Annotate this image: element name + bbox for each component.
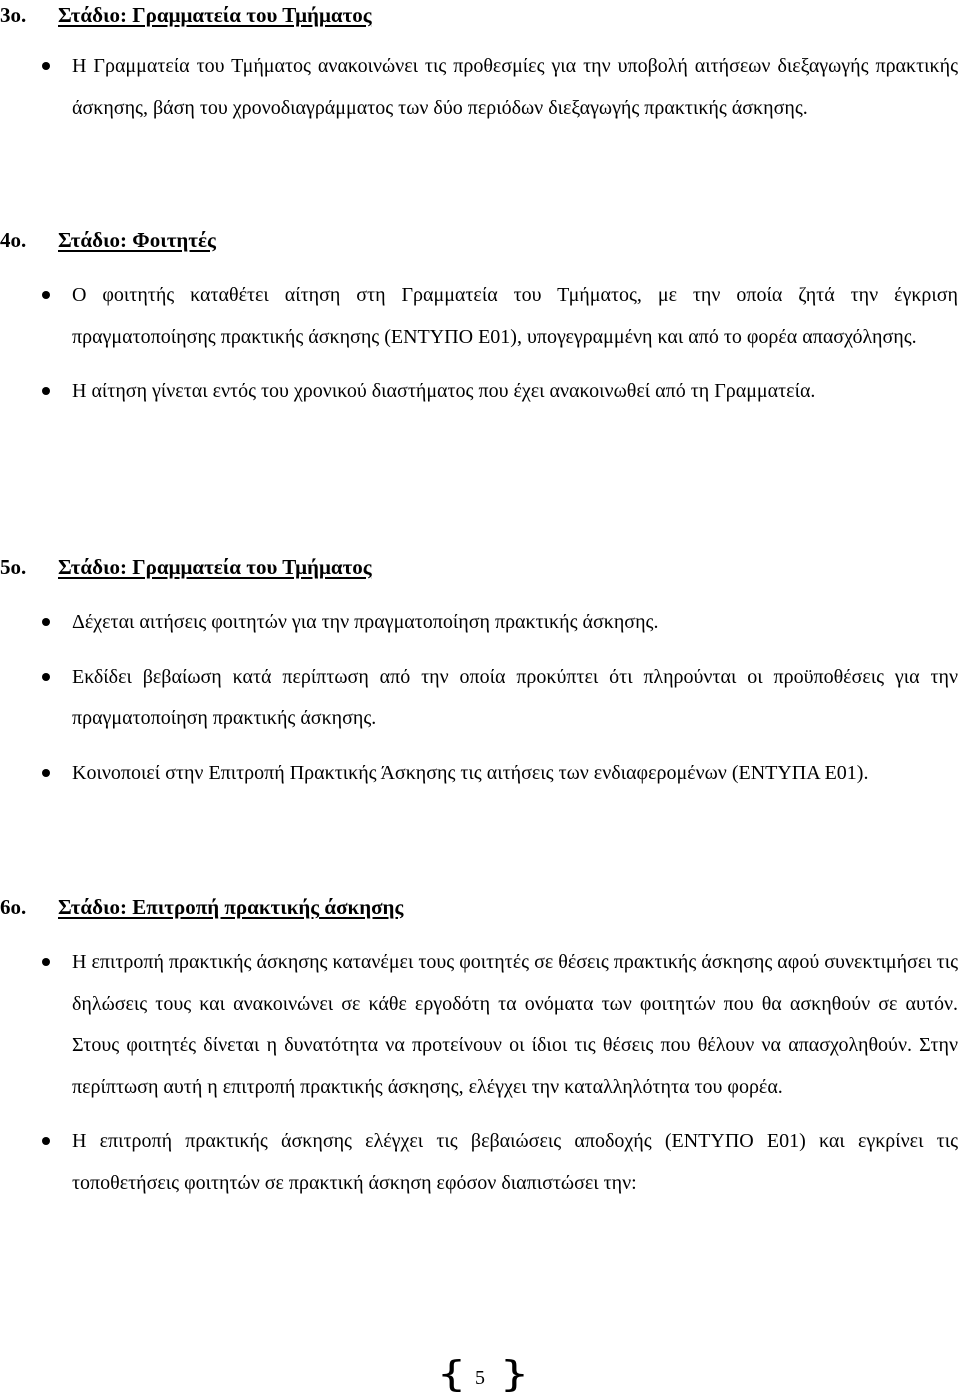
list-item [0,753,958,795]
list-item-text: Η επιτροπή πρακτικής άσκησης ελέγχει τις βεβαιώσεις αποδοχής (ΕΝΤΥΠΟ Ε01) και εγκρίνει τις τοποθετήσεις φοιτητών σε πρακτική άσκηση εφόσον διαπιστώσει την: [72,1130,958,1194]
section-5-heading [0,552,372,582]
section-5-list [0,602,960,807]
section-6-heading [0,892,403,922]
page-footer [0,1355,960,1395]
left-brace-icon: { [436,1354,467,1395]
list-item-text: Η Γραμματεία του Τμήματος ανακοινώνει τις προθεσμίες για την υποβολή αιτήσεων διεξαγωγής πρακτικής άσκησης, βάση του χρονοδιαγράμματος των δύο περιόδων διεξαγωγής πρακτικής άσκησης. [72,55,958,119]
list-item-text: Ο φοιτητής καταθέτει αίτηση στη Γραμματεία του Τμήματος, με την οποία ζητά την έγκριση πραγματοποίησης πρακτικής άσκησης (ΕΝΤΥΠΟ Ε01), υπογεγραμμένη και από το φορέα απασχόλησης. [72,284,958,348]
list-item [0,1121,958,1204]
section-5-title: Στάδιο: Γραμματεία του Τμήματος [58,555,372,579]
section-4-number: 4ο. [0,228,27,252]
list-item [0,275,958,358]
section-4-title: Στάδιο: Φοιτητές [58,228,216,252]
bullet-icon [42,673,50,681]
list-item-text: Κοινοποιεί στην Επιτροπή Πρακτικής Άσκησης τις αιτήσεις των ενδιαφερομένων (ΕΝΤΥΠΑ Ε01). [72,761,869,784]
page-number: 5 [475,1367,485,1389]
section-3-number: 3ο. [0,3,27,27]
bullet-icon [42,291,50,299]
list-item-text: Η επιτροπή πρακτικής άσκησης κατανέμει τους φοιτητές σε θέσεις πρακτικής άσκησης αφού συνεκτιμήσει τις δηλώσεις τους και ανακοινώνει σε κάθε εργοδότη τα ονόματα των φοιτητών που θα ασκηθούν σε αυτόν. Στους φοιτητές δίνεται η δυνατότητα να προτείνουν οι ίδιοι τις θέσεις που θέλουν να απασχοληθούν. Στην περίπτωση αυτή η επιτροπή πρακτικής άσκησης, ελέγχει την καταλληλότητα του φορέα. [72,951,958,1098]
list-item [0,657,958,740]
list-item [0,602,958,644]
bullet-icon [42,1137,50,1145]
section-6-number: 6ο. [0,895,27,919]
bullet-icon [42,618,50,626]
section-6-list [0,942,960,1217]
section-4-heading [0,225,216,255]
section-3-heading [0,0,372,30]
list-item-text: Δέχεται αιτήσεις φοιτητών για την πραγματοποίηση πρακτικής άσκησης. [72,611,659,633]
list-item-text: Εκδίδει βεβαίωση κατά περίπτωση από την οποία προκύπτει ότι πληρούνται οι προϋποθέσεις για την πραγματοποίηση πρακτικής άσκησης. [72,665,958,729]
bullet-icon [42,62,50,70]
section-3-list [0,46,960,142]
list-item-text: Η αίτηση γίνεται εντός του χρονικού διαστήματος που έχει ανακοινωθεί από τη Γραμματεία. [72,380,816,402]
bullet-icon [42,958,50,966]
section-4-list [0,275,960,426]
list-item [0,942,958,1108]
bullet-icon [42,769,50,777]
list-item [0,371,958,413]
section-5-number: 5ο. [0,555,27,579]
list-item [0,46,958,129]
section-6-title: Στάδιο: Επιτροπή πρακτικής άσκησης [58,895,404,919]
bullet-icon [42,387,50,395]
section-3-title: Στάδιο: Γραμματεία του Τμήματος [58,3,372,27]
right-brace-icon: } [499,1354,530,1395]
